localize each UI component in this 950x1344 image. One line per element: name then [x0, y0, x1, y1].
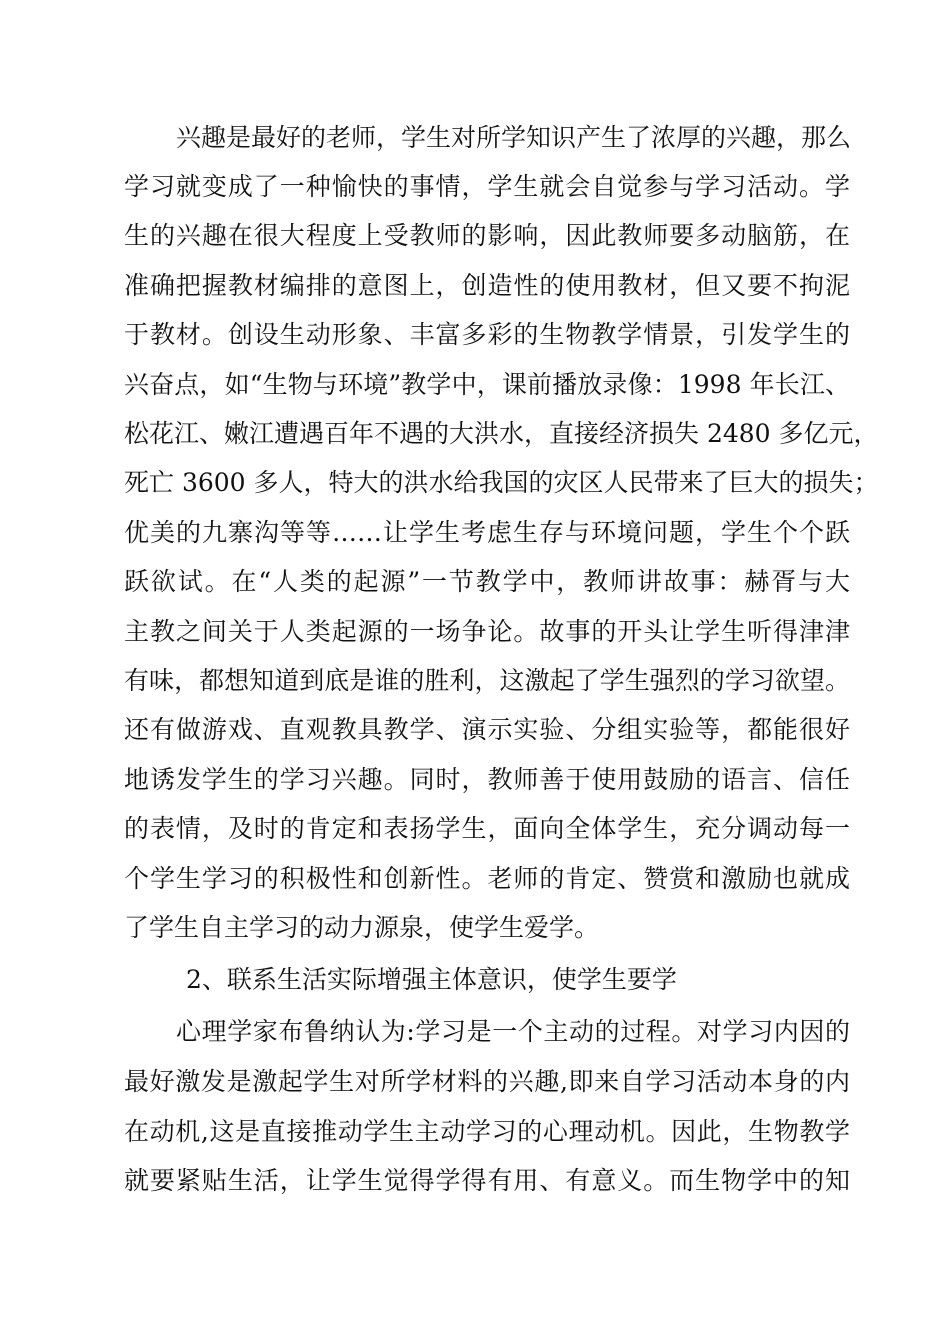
paragraph-1-line-2: 学习就变成了一种愉快的事情，学生就会自觉参与学习活动。学: [124, 172, 850, 201]
paragraph-1-line-3: 生的兴趣在很大程度上受教师的影响，因此教师要多动脑筋，在: [124, 221, 850, 250]
paragraph-1-line-11: 主教之间关于人类起源的一场争论。故事的开头让学生听得津津: [124, 617, 850, 646]
paragraph-1-line-14: 地诱发学生的学习兴趣。同时，教师善于使用鼓励的语言、信任: [124, 765, 850, 794]
section-heading-2: 2、联系生活实际增强主体意识，使学生要学: [186, 965, 677, 994]
paragraph-2-line-2: 最好激发是激起学生对所学材料的兴趣,即来自学习活动本身的内: [124, 1067, 850, 1096]
paragraph-1-line-4: 准确把握教材编排的意图上，创造性的使用教材，但又要不拘泥: [124, 271, 850, 300]
paragraph-1-line-13: 还有做游戏、直观教具教学、演示实验、分组实验等，都能很好: [124, 715, 850, 744]
paragraph-1-line-6: 兴奋点，如“生物与环境”教学中，课前播放录像：1998 年长江、: [124, 370, 850, 399]
paragraph-1-line-17: 了学生自主学习的动力源泉，使学生爱学。: [124, 913, 600, 942]
paragraph-1-line-12: 有味，都想知道到底是谁的胜利，这激起了学生强烈的学习欲望。: [124, 666, 850, 695]
paragraph-1-line-10: 跃欲试。在“人类的起源”一节教学中，教师讲故事：赫胥与大: [124, 567, 850, 596]
paragraph-1-line-7: 松花江、嫩江遭遇百年不遇的大洪水，直接经济损失 2480 多亿元，: [124, 419, 879, 448]
paragraph-1-line-9: 优美的九寨沟等等……让学生考虑生存与环境问题，学生个个跃: [124, 518, 850, 547]
paragraph-2-line-1: 心理学家布鲁纳认为:学习是一个主动的过程。对学习内因的: [176, 1017, 850, 1046]
paragraph-1-line-16: 个学生学习的积极性和创新性。老师的肯定、赞赏和激励也就成: [124, 864, 850, 893]
paragraph-1-line-1: 兴趣是最好的老师，学生对所学知识产生了浓厚的兴趣，那么: [176, 123, 852, 152]
paragraph-2-line-3: 在动机,这是直接推动学生主动学习的心理动机。因此，生物教学: [124, 1117, 850, 1146]
paragraph-1-line-5: 于教材。创设生动形象、丰富多彩的生物教学情景，引发学生的: [124, 320, 850, 349]
paragraph-2-line-4: 就要紧贴生活，让学生觉得学得有用、有意义。而生物学中的知: [124, 1166, 850, 1195]
paragraph-1-line-8: 死亡 3600 多人，特大的洪水给我国的灾区人民带来了巨大的损失；: [124, 468, 879, 497]
paragraph-1-line-15: 的表情，及时的肯定和表扬学生，面向全体学生，充分调动每一: [124, 814, 850, 843]
